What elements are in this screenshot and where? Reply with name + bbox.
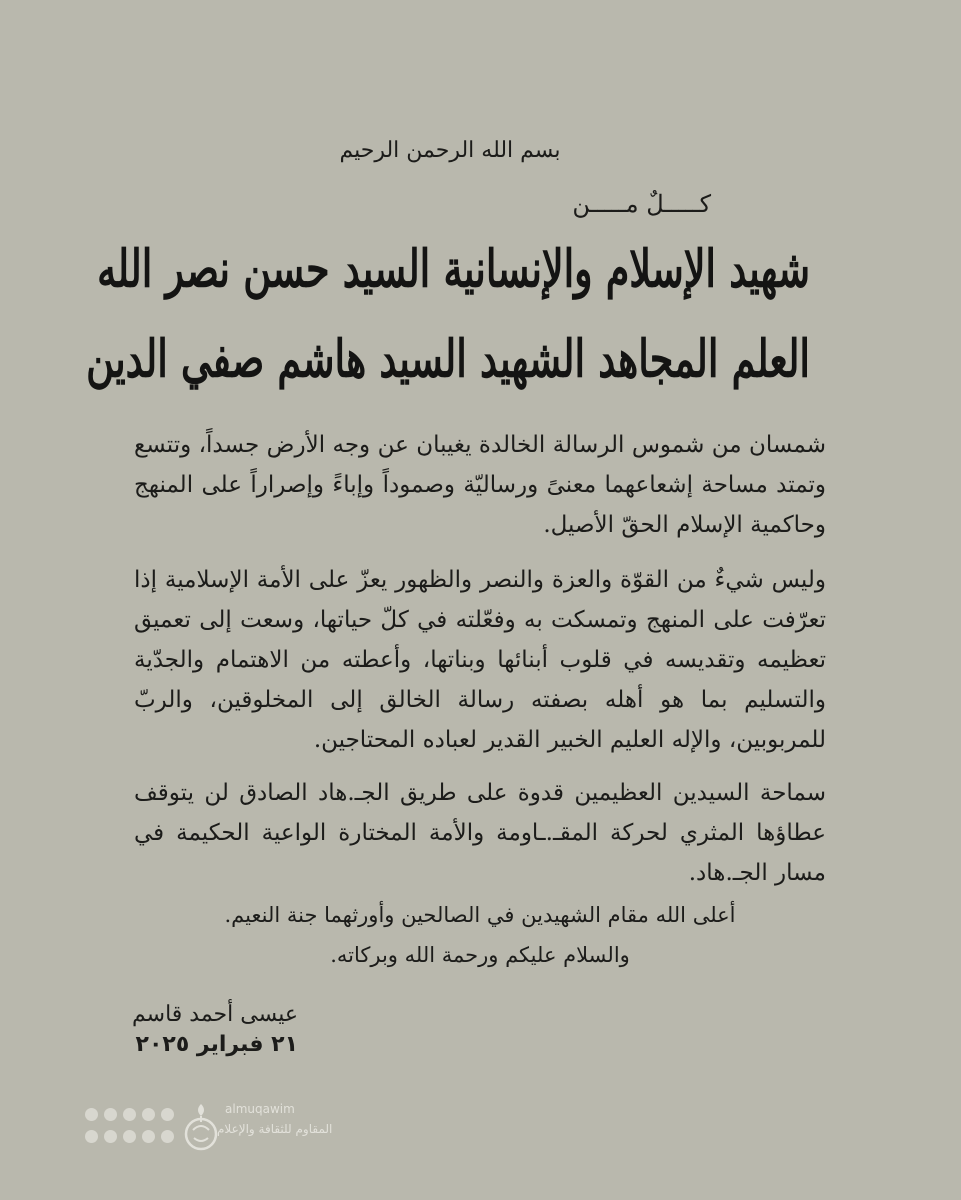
signature-name: عيسى أحمد قاسم [132, 1002, 298, 1027]
body-paragraph-3: سماحة السيدين العظيمين قدوة على طريق الجـ.هاد الصادق لن يتوقف عطاؤها المثري لحركة المقـ.ـاومة والأمة المختارة الواعية الحكيمة في مسار الجـ.هاد. [134, 780, 826, 886]
calligraphy-title-line-2: العلم المجاهد الشهيد السيد هاشم صفي الدين [86, 327, 810, 389]
body-paragraph-1: شمسان من شموس الرسالة الخالدة يغيبان عن وجه الأرض جسداً، وتتسع وتمتد مساحة إشعاعهما معنىً ورساليّة وصموداً وإباءً وإصراراً على المنهج وحاكمية الإسلام الحقّ الأصيل. [134, 432, 826, 538]
signature-block [132, 1000, 298, 1060]
basmala: بسم الله الرحمن الرحيم [339, 138, 561, 163]
logo-dot-icon [85, 1130, 98, 1143]
signature-date: ٢١ فبراير ٢٠٢٥ [135, 1032, 298, 1057]
body-paragraph-2: وليس شيءٌ من القوّة والعزة والنصر والظهور يعزّ على الأمة الإسلامية إذا تعرّفت على المنهج وتمسكت به وفعّلته في كلّ حياتها، وسعت إلى تعميق تعظيمه وتقديسه في قلوب أبنائها وبناتها، وأعطته من الاهتمام والجدّية والتسليم بما هو أهله بصفته رسالة الخالق إلى المخلوقين، والربّ للمربوبين، والإله العليم الخبير القدير لعباده المحتاجين. [134, 567, 826, 753]
logo-dot-icon [85, 1108, 98, 1121]
closing-salutation: والسلام عليكم ورحمة الله وبركاته. [330, 943, 630, 967]
logo-dot-icon [104, 1130, 117, 1143]
logo-emblem-icon [181, 1100, 221, 1154]
logo-dot-icon [123, 1108, 136, 1121]
publisher-logo [85, 1098, 333, 1158]
logo-latin-text: almuqawim [225, 1102, 295, 1116]
logo-dot-icon [104, 1108, 117, 1121]
logo-arabic-text: المقاوم للثقافة والإعلام [217, 1122, 333, 1136]
calligraphy-title-line-1: شهيد الإسلام والإنسانية السيد حسن نصر الله [97, 237, 810, 299]
logo-dot-icon [161, 1108, 174, 1121]
logo-dot-icon [123, 1130, 136, 1143]
closing-prayer: أعلى الله مقام الشهيدين في الصالحين وأورثهما جنة النعيم. [224, 903, 736, 927]
logo-dot-icon [142, 1108, 155, 1121]
logo-dot-icon [161, 1130, 174, 1143]
from-label: كـــــلٌ مـــــن [572, 190, 711, 218]
logo-dot-icon [142, 1130, 155, 1143]
